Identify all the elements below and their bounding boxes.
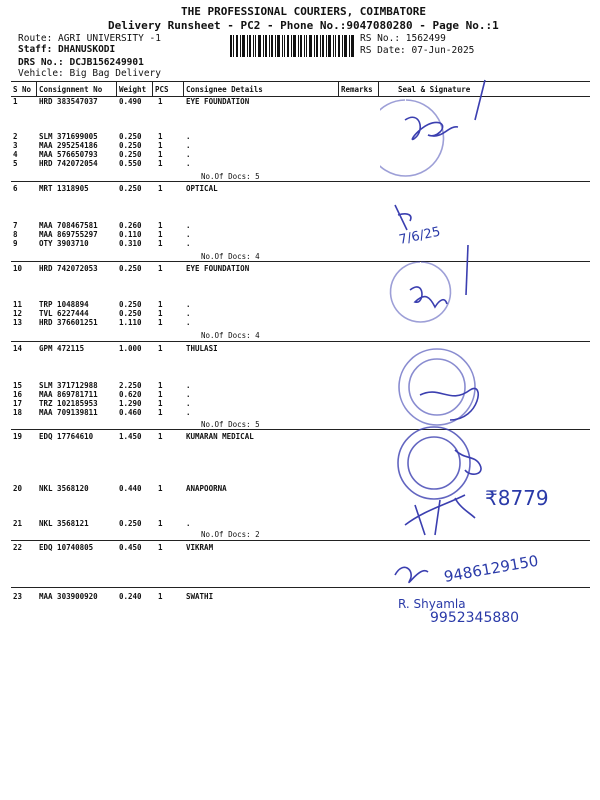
handwritten-date: 7/6/25	[397, 224, 442, 248]
cell-sno: 1	[13, 97, 18, 106]
cell-details: .	[186, 318, 191, 327]
cell-sno: 11	[13, 300, 23, 309]
cell-details: .	[186, 221, 191, 230]
cell-cons: TVL 6227444	[39, 309, 89, 318]
column-header-consignment: Consignment No	[39, 85, 103, 94]
cell-cons: GPM 472115	[39, 344, 85, 353]
cell-sno: 15	[13, 381, 23, 390]
cell-weight: 0.110	[119, 230, 142, 239]
cell-sno: 18	[13, 408, 23, 417]
cell-details: .	[186, 141, 191, 150]
cell-cons: MAA 869755297	[39, 230, 98, 239]
cell-cons: EDQ 17764610	[39, 432, 94, 441]
cell-details: .	[186, 390, 191, 399]
cell-sno: 6	[13, 184, 18, 193]
cell-sno: 19	[13, 432, 23, 441]
cell-cons: EDQ 10740805	[39, 543, 94, 552]
cell-cons: SLM 371712988	[39, 381, 98, 390]
cell-sno: 14	[13, 344, 23, 353]
cell-details: .	[186, 381, 191, 390]
cell-pcs: 1	[158, 184, 163, 193]
cell-pcs: 1	[158, 390, 163, 399]
column-divider	[36, 81, 37, 97]
signature-icon	[405, 117, 458, 139]
signature-area	[380, 60, 590, 630]
cell-details: EYE FOUNDATION	[186, 97, 250, 106]
cell-pcs: 1	[158, 432, 163, 441]
cell-sno: 12	[13, 309, 23, 318]
cell-sno: 16	[13, 390, 23, 399]
cell-weight: 0.250	[119, 150, 142, 159]
cell-sno: 5	[13, 159, 18, 168]
company-title: THE PROFESSIONAL COURIERS, COIMBATORE	[181, 5, 427, 18]
cell-pcs: 1	[158, 300, 163, 309]
cell-details: .	[186, 230, 191, 239]
cell-sno: 17	[13, 399, 23, 408]
cell-cons: OTY 3903710	[39, 239, 89, 248]
rs-number: RS No.: 1562499	[360, 33, 446, 44]
cell-pcs: 1	[158, 132, 163, 141]
doc-count: No.Of Docs: 4	[201, 331, 260, 340]
cell-cons: HRD 742072053	[39, 264, 98, 273]
cell-weight: 0.250	[119, 519, 142, 528]
cell-pcs: 1	[158, 159, 163, 168]
cell-cons: MAA 708467581	[39, 221, 98, 230]
cell-pcs: 1	[158, 543, 163, 552]
column-header-remarks: Remarks	[341, 85, 373, 94]
signature-icon	[395, 567, 428, 582]
handwritten-phone: 9952345880	[430, 610, 520, 626]
cell-pcs: 1	[158, 484, 163, 493]
cell-pcs: 1	[158, 309, 163, 318]
doc-count: No.Of Docs: 5	[201, 420, 260, 429]
cell-cons: TRZ 102185953	[39, 399, 98, 408]
cell-pcs: 1	[158, 592, 163, 601]
cell-cons: MAA 576650793	[39, 150, 98, 159]
cell-details: .	[186, 519, 191, 528]
cell-details: .	[186, 159, 191, 168]
route-label: Route: AGRI UNIVERSITY -1	[18, 33, 161, 44]
cell-details: .	[186, 408, 191, 417]
cell-pcs: 1	[158, 150, 163, 159]
cell-weight: 0.460	[119, 408, 142, 417]
cell-weight: 0.310	[119, 239, 142, 248]
cell-details: EYE FOUNDATION	[186, 264, 250, 273]
cell-sno: 20	[13, 484, 23, 493]
cell-pcs: 1	[158, 408, 163, 417]
cell-weight: 1.290	[119, 399, 142, 408]
cell-details: THULASI	[186, 344, 218, 353]
cell-sno: 13	[13, 318, 23, 327]
cell-cons: HRD 742072054	[39, 159, 98, 168]
cell-cons: SLM 371699005	[39, 132, 98, 141]
cell-weight: 0.440	[119, 484, 142, 493]
cell-sno: 10	[13, 264, 23, 273]
column-divider	[378, 81, 379, 97]
cell-cons: MRT 1318905	[39, 184, 89, 193]
staff-label: Staff: DHANUSKODI	[18, 44, 116, 55]
cell-details: .	[186, 309, 191, 318]
cell-weight: 0.490	[119, 97, 142, 106]
cell-sno: 7	[13, 221, 18, 230]
cell-weight: 0.550	[119, 159, 142, 168]
cell-weight: 1.450	[119, 432, 142, 441]
column-divider	[183, 81, 184, 97]
column-header-sno: S No	[13, 85, 32, 94]
cell-pcs: 1	[158, 239, 163, 248]
cell-cons: MAA 709139811	[39, 408, 98, 417]
cell-cons: NKL 3568121	[39, 519, 89, 528]
handwritten-mark: ₹8779	[485, 486, 549, 510]
cell-weight: 0.250	[119, 132, 142, 141]
column-divider	[152, 81, 153, 97]
cell-details: SWATHI	[186, 592, 214, 601]
cell-sno: 3	[13, 141, 18, 150]
cell-weight: 0.250	[119, 141, 142, 150]
cell-weight: 1.000	[119, 344, 142, 353]
cell-pcs: 1	[158, 230, 163, 239]
column-divider	[116, 81, 117, 97]
runsheet-subtitle: Delivery Runsheet - PC2 - Phone No.:9047080280 - Page No.:1	[108, 19, 499, 32]
signature-icon	[410, 287, 447, 307]
cell-weight: 0.250	[119, 300, 142, 309]
cell-sno: 22	[13, 543, 23, 552]
cell-sno: 4	[13, 150, 18, 159]
cell-pcs: 1	[158, 344, 163, 353]
column-header-seal: Seal & Signature	[398, 85, 471, 94]
cell-pcs: 1	[158, 264, 163, 273]
cell-weight: 0.250	[119, 184, 142, 193]
cell-details: .	[186, 300, 191, 309]
cell-details: .	[186, 150, 191, 159]
cell-cons: MAA 303900920	[39, 592, 98, 601]
cell-cons: MAA 295254186	[39, 141, 98, 150]
cell-weight: 1.110	[119, 318, 142, 327]
cell-weight: 0.250	[119, 309, 142, 318]
cell-weight: 0.240	[119, 592, 142, 601]
cell-details: OPTICAL	[186, 184, 218, 193]
column-divider	[338, 81, 339, 97]
stamp-icon	[391, 262, 451, 322]
cell-details: .	[186, 239, 191, 248]
handwritten-phone: 9486129150	[442, 551, 540, 586]
cell-cons: MAA 869781711	[39, 390, 98, 399]
cell-weight: 2.250	[119, 381, 142, 390]
cell-sno: 8	[13, 230, 18, 239]
cell-details: .	[186, 399, 191, 408]
cell-cons: HRD 383547037	[39, 97, 98, 106]
cell-sno: 21	[13, 519, 23, 528]
cell-pcs: 1	[158, 399, 163, 408]
stamp-icon	[399, 349, 475, 425]
cell-weight: 0.250	[119, 264, 142, 273]
signature-icon	[405, 495, 475, 535]
drs-label: DRS No.: DCJB156249901	[18, 57, 144, 68]
cell-pcs: 1	[158, 381, 163, 390]
cell-cons: TRP 1048894	[39, 300, 89, 309]
cell-details: KUMARAN MEDICAL	[186, 432, 254, 441]
vehicle-label: Vehicle: Big Bag Delivery	[18, 68, 161, 79]
doc-count: No.Of Docs: 4	[201, 252, 260, 261]
cell-sno: 23	[13, 592, 23, 601]
cell-details: ANAPOORNA	[186, 484, 227, 493]
cell-pcs: 1	[158, 519, 163, 528]
cell-sno: 2	[13, 132, 18, 141]
cell-cons: HRD 376601251	[39, 318, 98, 327]
cell-weight: 0.450	[119, 543, 142, 552]
column-header-pcs: PCS	[155, 85, 169, 94]
signature-icon	[395, 205, 411, 230]
cell-pcs: 1	[158, 97, 163, 106]
cell-pcs: 1	[158, 141, 163, 150]
column-header-weight: Weight	[119, 85, 147, 94]
cell-weight: 0.260	[119, 221, 142, 230]
cell-pcs: 1	[158, 221, 163, 230]
rs-date: RS Date: 07-Jun-2025	[360, 45, 475, 56]
cell-weight: 0.620	[119, 390, 142, 399]
cell-sno: 9	[13, 239, 18, 248]
cell-details: .	[186, 132, 191, 141]
doc-count: No.Of Docs: 2	[201, 530, 260, 539]
cell-cons: NKL 3568120	[39, 484, 89, 493]
doc-count: No.Of Docs: 5	[201, 172, 260, 181]
barcode-icon	[230, 35, 354, 57]
cell-details: VIKRAM	[186, 543, 214, 552]
stamp-icon	[380, 100, 444, 176]
handwritten-name: R. Shyamla	[398, 597, 466, 611]
column-header-consignee: Consignee Details	[186, 85, 263, 94]
cell-pcs: 1	[158, 318, 163, 327]
